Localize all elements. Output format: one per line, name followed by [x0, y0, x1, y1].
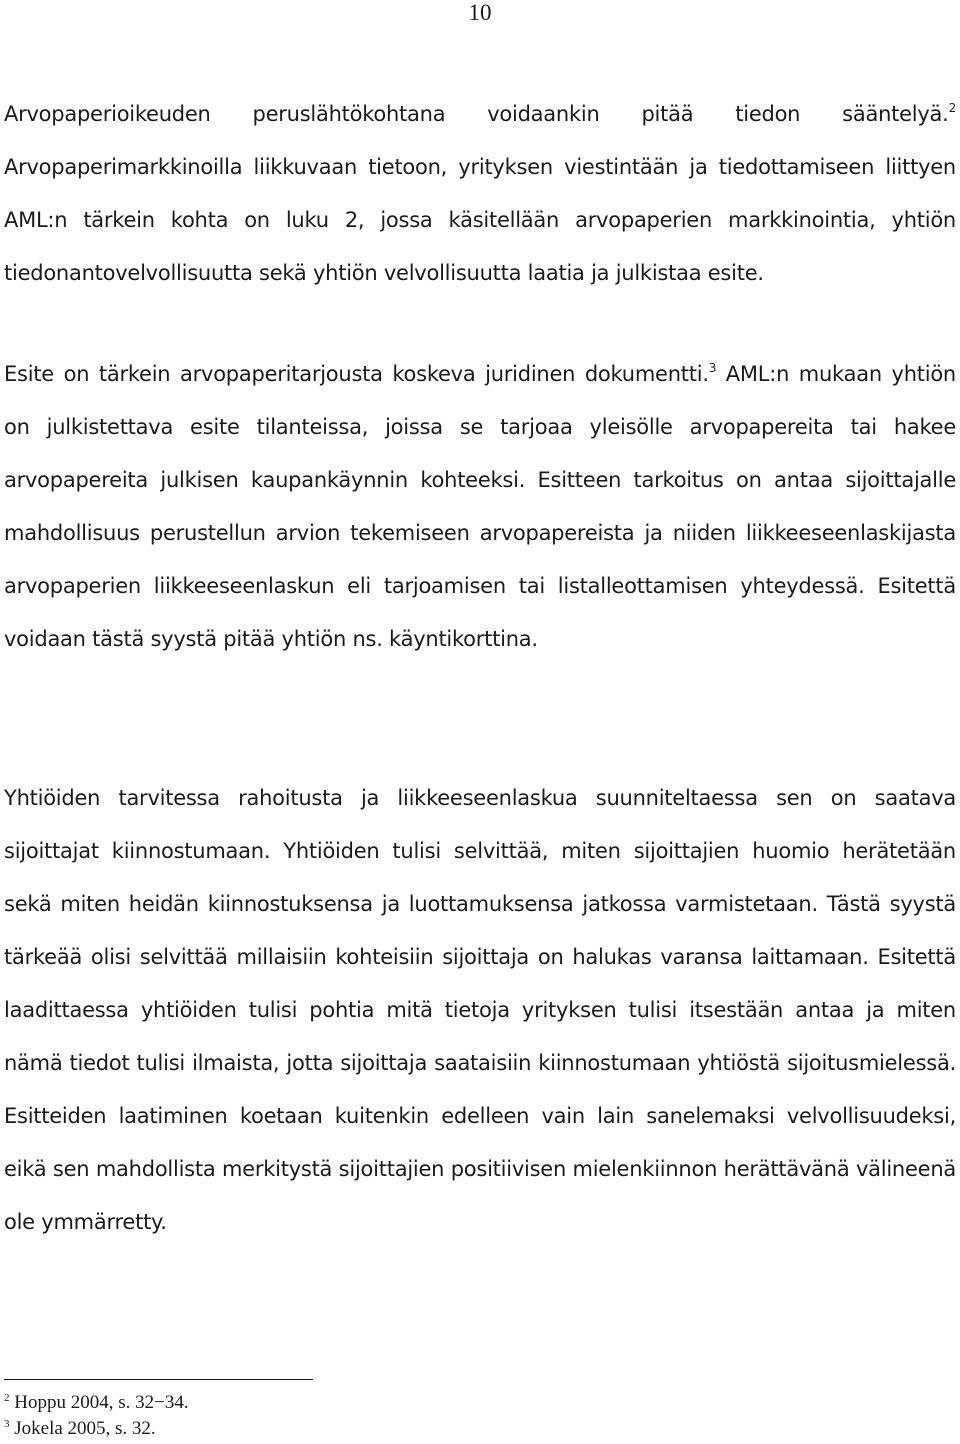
footnote-separator [4, 1379, 313, 1380]
footnote-1 [4, 1392, 189, 1414]
paragraph-text: Yhtiöiden tarvitessa rahoitusta ja liikkeeseenlaskua suunniteltaessa sen on saatava sijoittajat kiinnostumaan. Yhtiöiden tulisi selvittää, miten sijoittajien huomio herätetään sekä miten heidän kiinnostuksensa ja luottamuksensa jatkossa varmistetaan. Tästä syystä tärkeää olisi selvittää millaisiin kohteisiin sijoittaja on halukas varansa laittamaan. Esitettä laadittaessa yhtiöiden tulisi pohtia mitä tietoja yrityksen tulisi itsestään antaa ja miten nämä tiedot tulisi ilmaista, jotta sijoittaja saataisiin kiinnostumaan yhtiöstä sijoitusmielessä. Esitteiden laatiminen koetaan kuitenkin edelleen vain lain sanelemaksi velvollisuudeksi, eikä sen mahdollista merkitystä sijoittajien positiivisen mielenkiinnon herättävänä välineenä ole ymmärretty. [4, 786, 956, 1234]
footnote-number: 2 [4, 1392, 10, 1404]
paragraph-3 [4, 772, 956, 1249]
paragraph-text: AML:n mukaan yhtiön on julkistettava esite tilanteissa, joissa se tarjoaa yleisölle arvopapereita tai hakee arvopapereita julkisen kaupankäynnin kohteeksi. Esitteen tarkoitus on antaa sijoittajalle mahdollisuus perustellun arvion tekemiseen arvopapereista ja niiden liikkeeseenlaskijasta arvopaperien liikkeeseenlaskun eli tarjoamisen tai listalleottamisen yhteydessä. Esitettä voidaan tästä syystä pitää yhtiön ns. käyntikorttina. [4, 362, 956, 651]
footnote-text: Hoppu 2004, s. 32−34. [9, 1392, 189, 1413]
paragraph-1 [4, 88, 956, 300]
footnote-reference[interactable]: 3 [708, 361, 717, 375]
footnote-text: Jokela 2005, s. 32. [9, 1418, 156, 1439]
footnote-reference[interactable]: 2 [948, 101, 956, 115]
footnote-number: 3 [4, 1418, 10, 1430]
page-number: 10 [468, 0, 492, 25]
paragraph-2 [4, 348, 956, 666]
paragraph-text: Arvopaperioikeuden peruslähtökohtana voidaankin pitää tiedon sääntelyä. [4, 102, 949, 126]
footnote-2 [4, 1418, 156, 1440]
paragraph-text: Arvopaperimarkkinoilla liikkuvaan tietoon, yrityksen viestintään ja tiedottamiseen liittyen AML:n tärkein kohta on luku 2, jossa käsitellään arvopaperien markkinointia, yhtiön tiedonantovelvollisuutta sekä yhtiön velvollisuutta laatia ja julkistaa esite. [4, 155, 956, 285]
paragraph-text: Esite on tärkein arvopaperitarjousta koskeva juridinen dokumentti. [4, 362, 709, 386]
